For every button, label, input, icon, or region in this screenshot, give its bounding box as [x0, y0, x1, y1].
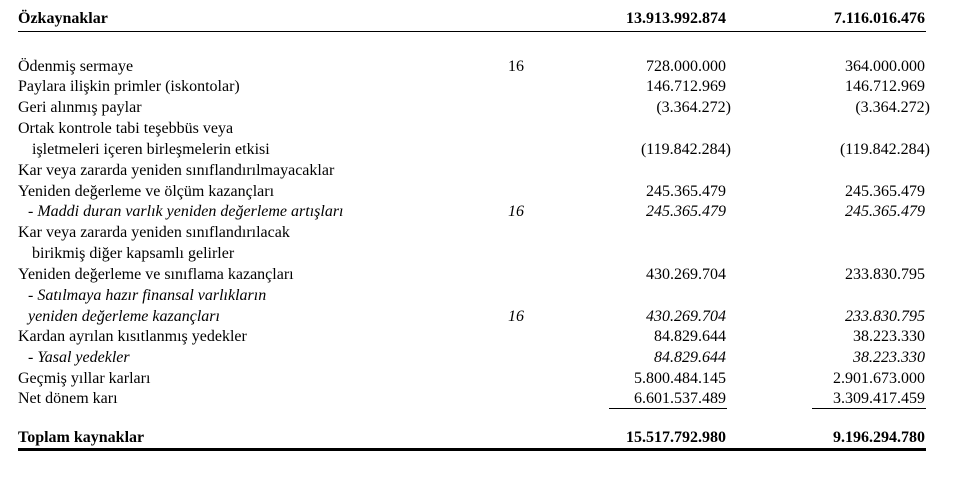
- row-prior: 38.223.330: [853, 328, 925, 345]
- table-row: [0, 139, 966, 160]
- total-prior: 9.196.294.780: [833, 429, 925, 446]
- subtotal-rule-current: [609, 408, 727, 409]
- table-row: [0, 56, 966, 77]
- table-row: [0, 306, 966, 327]
- row-prior: 38.223.330: [853, 349, 925, 366]
- row-label: Ortak kontrole tabi teşebbüs veya: [18, 120, 234, 137]
- table-row: [0, 222, 966, 243]
- row-prior: (119.842.284): [839, 141, 930, 158]
- row-label: Kar veya zararda yeniden sınıflandırılacak: [18, 224, 290, 241]
- table-row: [0, 243, 966, 264]
- row-note: 16: [508, 308, 524, 325]
- total-label: Toplam kaynaklar: [18, 429, 145, 446]
- row-prior: 2.901.673.000: [833, 370, 925, 387]
- table-row: [0, 326, 966, 347]
- row-label: Kardan ayrılan kısıtlanmış yedekler: [18, 328, 247, 345]
- row-current: 430.269.704: [646, 266, 726, 283]
- row-prior: 245.365.479: [845, 183, 925, 200]
- row-label: Net dönem karı: [18, 390, 118, 407]
- row-prior: 364.000.000: [845, 58, 925, 75]
- row-current: 6.601.537.489: [634, 390, 726, 407]
- row-label: Ödenmiş sermaye: [18, 58, 134, 75]
- equity-header-prior: 7.116.016.476: [833, 10, 925, 27]
- row-label: yeniden değerleme kazançları: [28, 308, 220, 325]
- row-note: 16: [508, 203, 524, 220]
- row-label: Kar veya zararda yeniden sınıflandırılmayacaklar: [18, 162, 335, 179]
- row-label: Geri alınmış paylar: [18, 99, 142, 116]
- table-row: [0, 97, 966, 118]
- table-row: [0, 285, 966, 306]
- row-current: 245.365.479: [646, 183, 726, 200]
- row-current: 430.269.704: [646, 308, 726, 325]
- row-label: Yeniden değerleme ve sınıflama kazançları: [18, 266, 294, 283]
- row-prior: (3.364.272): [855, 99, 930, 116]
- total-row: [0, 427, 966, 448]
- row-current: (119.842.284): [640, 141, 731, 158]
- equity-header-current: 13.913.992.874: [626, 10, 726, 27]
- row-current: 84.829.644: [654, 349, 726, 366]
- table-row: [0, 201, 966, 222]
- row-label: birikmiş diğer kapsamlı gelirler: [32, 245, 235, 262]
- row-prior: 233.830.795: [845, 308, 925, 325]
- row-label: işletmeleri içeren birleşmelerin etkisi: [32, 141, 270, 158]
- row-current: 728.000.000: [646, 58, 726, 75]
- row-prior: 245.365.479: [845, 203, 925, 220]
- table-row: [0, 118, 966, 139]
- table-row: [0, 264, 966, 285]
- row-current: 84.829.644: [654, 328, 726, 345]
- table-row: [0, 388, 966, 409]
- row-current: 146.712.969: [646, 78, 726, 95]
- header-underline: [18, 31, 926, 32]
- row-prior: 3.309.417.459: [833, 390, 925, 407]
- table-row: [0, 160, 966, 181]
- row-note: 16: [508, 58, 524, 75]
- row-current: 5.800.484.145: [634, 370, 726, 387]
- row-label: Paylara ilişkin primler (iskontolar): [18, 78, 240, 95]
- row-current: 245.365.479: [646, 203, 726, 220]
- row-current: (3.364.272): [656, 99, 731, 116]
- table-row: [0, 181, 966, 202]
- row-label: - Maddi duran varlık yeniden değerleme artışları: [28, 203, 344, 220]
- row-label: Geçmiş yıllar karları: [18, 370, 151, 387]
- table-row: [0, 347, 966, 368]
- table-row: [0, 368, 966, 389]
- row-label: Yeniden değerleme ve ölçüm kazançları: [18, 183, 275, 200]
- row-prior: 233.830.795: [845, 266, 925, 283]
- total-current: 15.517.792.980: [626, 429, 726, 446]
- row-label: - Satılmaya hazır finansal varlıkların: [28, 287, 267, 304]
- equity-header-row: [0, 8, 966, 29]
- row-prior: 146.712.969: [845, 78, 925, 95]
- equity-header-label: Özkaynaklar: [18, 10, 108, 27]
- table-row: [0, 76, 966, 97]
- subtotal-rule-prior: [812, 408, 926, 409]
- total-double-underline: [18, 448, 926, 451]
- row-label: - Yasal yedekler: [28, 349, 130, 366]
